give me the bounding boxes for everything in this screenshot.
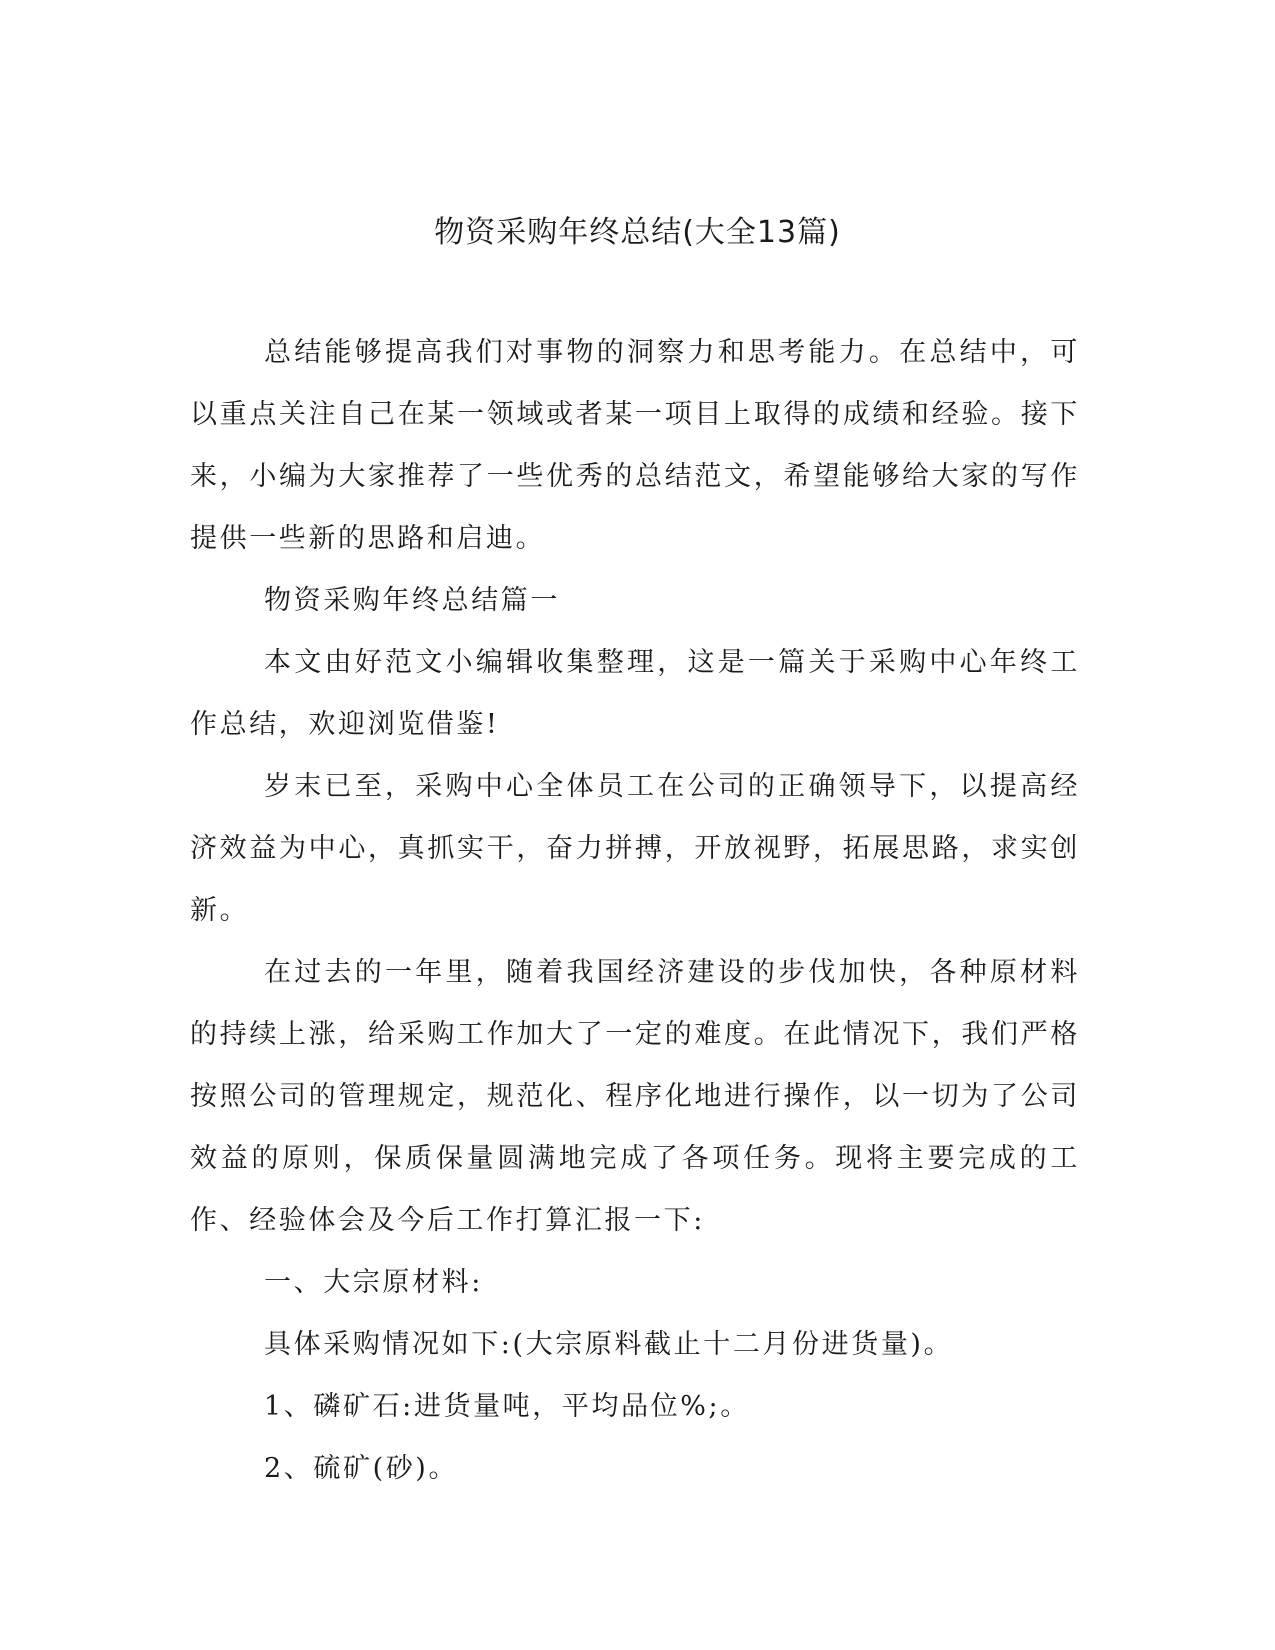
list-item-sulfur: 2、硫矿(砂)。: [264, 1453, 459, 1484]
paragraph-intro: 总结能够提高我们对事物的洞察力和思考能力。在总结中，可以重点关注自己在某一领域或者某一项目上取得的成绩和经验。接下来，小编为大家推荐了一些优秀的总结范文，希望能够给大家的写作提供一些新的思路和启迪。: [190, 337, 1080, 554]
subheading-raw-materials: 一、大宗原材料:: [264, 1267, 483, 1298]
paragraph-past-year: 在过去的一年里，随着我国经济建设的步伐加快，各种原材料的持续上涨，给采购工作加大了一定的难度。在此情况下，我们严格按照公司的管理规定，规范化、程序化地进行操作，以一切为了公司效益的原则，保质保量圆满地完成了各项任务。现将主要完成的工作、经验体会及今后工作打算汇报一下:: [190, 957, 1080, 1236]
list-item-phosphate: 1、磷矿石:进货量吨，平均品位%;。: [264, 1391, 750, 1422]
section-heading-1: 物资采购年终总结篇一: [264, 585, 560, 616]
document-title: 物资采购年终总结(大全13篇): [434, 215, 841, 250]
paragraph-source-note: 本文由好范文小编辑收集整理，这是一篇关于采购中心年终工作总结，欢迎浏览借鉴!: [190, 647, 1080, 740]
paragraph-procurement-details: 具体采购情况如下:(大宗原料截止十二月份进货量)。: [264, 1329, 954, 1360]
paragraph-year-end: 岁末已至，采购中心全体员工在公司的正确领导下，以提高经济效益为中心，真抓实干，奋力拼搏，开放视野，拓展思路，求实创新。: [190, 771, 1080, 926]
document-body: [190, 322, 1080, 1500]
